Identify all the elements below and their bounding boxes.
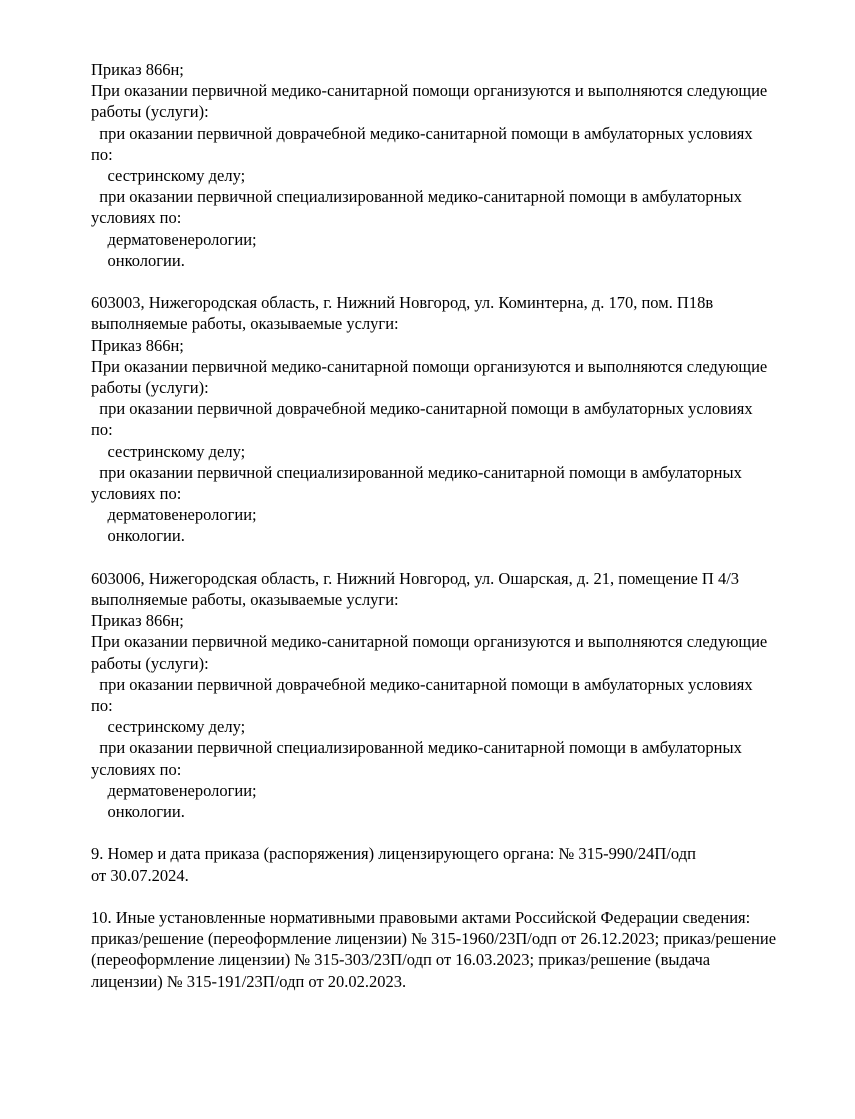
section-10-other-regulatory-info: [91, 907, 815, 992]
text-line: работы (услуги):: [91, 378, 209, 398]
text-line: работы (услуги):: [91, 653, 209, 673]
text-line: от 30.07.2024.: [91, 865, 189, 885]
text-line: 10. Иные установленные нормативными правовыми актами Российской Федерации сведения:: [91, 908, 751, 928]
text-line: онкологии.: [91, 526, 185, 546]
text-line: дерматовенерологии;: [91, 780, 257, 800]
text-line: при оказании первичной доврачебной медико-санитарной помощи в амбулаторных условиях: [91, 399, 753, 419]
text-line: (переоформление лицензии) № 315-303/23П/одп от 16.03.2023; приказ/решение (выдача: [91, 950, 711, 970]
text-line: при оказании первичной доврачебной медико-санитарной помощи в амбулаторных условиях: [91, 674, 753, 694]
text-line: при оказании первичной доврачебной медико-санитарной помощи в амбулаторных условиях: [91, 123, 753, 143]
text-line: сестринскому делу;: [91, 717, 246, 737]
text-line: Приказ 866н;: [91, 335, 184, 355]
text-line: онкологии.: [91, 250, 185, 270]
text-line: онкологии.: [91, 802, 185, 822]
order-866n-services-block-1: [91, 59, 815, 271]
address-603003-services-block: [91, 292, 815, 546]
text-line: Приказ 866н;: [91, 60, 184, 79]
text-line: 603006, Нижегородская область, г. Нижний Новгород, ул. Ошарская, д. 21, помещение П 4/3: [91, 568, 740, 588]
text-line: при оказании первичной специализированной медико-санитарной помощи в амбулаторных: [91, 462, 742, 482]
text-line: дерматовенерологии;: [91, 229, 257, 249]
address-603006-services-block: [91, 568, 815, 822]
text-line: по:: [91, 420, 113, 440]
text-line: работы (услуги):: [91, 102, 209, 122]
text-line: выполняемые работы, оказываемые услуги:: [91, 590, 399, 610]
text-line: приказ/решение (переоформление лицензии) № 315-1960/23П/одп от 26.12.2023; приказ/решение: [91, 929, 777, 949]
text-line: условиях по:: [91, 759, 182, 779]
text-line: При оказании первичной медико-санитарной помощи организуются и выполняются следующие: [91, 356, 768, 376]
text-line: выполняемые работы, оказываемые услуги:: [91, 314, 399, 334]
text-line: лицензии) № 315-191/23П/одп от 20.02.2023.: [91, 971, 407, 991]
text-line: по:: [91, 696, 113, 716]
text-line: по:: [91, 144, 113, 164]
text-line: при оказании первичной специализированной медико-санитарной помощи в амбулаторных: [91, 738, 742, 758]
text-line: условиях по:: [91, 208, 182, 228]
section-9-licensing-order-number: [91, 843, 815, 885]
text-line: 9. Номер и дата приказа (распоряжения) лицензирующего органа: № 315-990/24П/одп: [91, 844, 696, 864]
text-line: Приказ 866н;: [91, 611, 184, 631]
text-line: сестринскому делу;: [91, 441, 246, 461]
text-line: сестринскому делу;: [91, 166, 246, 186]
text-line: условиях по:: [91, 484, 182, 504]
text-line: дерматовенерологии;: [91, 505, 257, 525]
text-line: при оказании первичной специализированной медико-санитарной помощи в амбулаторных: [91, 187, 742, 207]
text-line: При оказании первичной медико-санитарной помощи организуются и выполняются следующие: [91, 632, 768, 652]
text-line: При оказании первичной медико-санитарной помощи организуются и выполняются следующие: [91, 81, 768, 101]
text-line: 603003, Нижегородская область, г. Нижний Новгород, ул. Коминтерна, д. 170, пом. П18в: [91, 293, 714, 313]
document-blocks: [91, 59, 815, 992]
